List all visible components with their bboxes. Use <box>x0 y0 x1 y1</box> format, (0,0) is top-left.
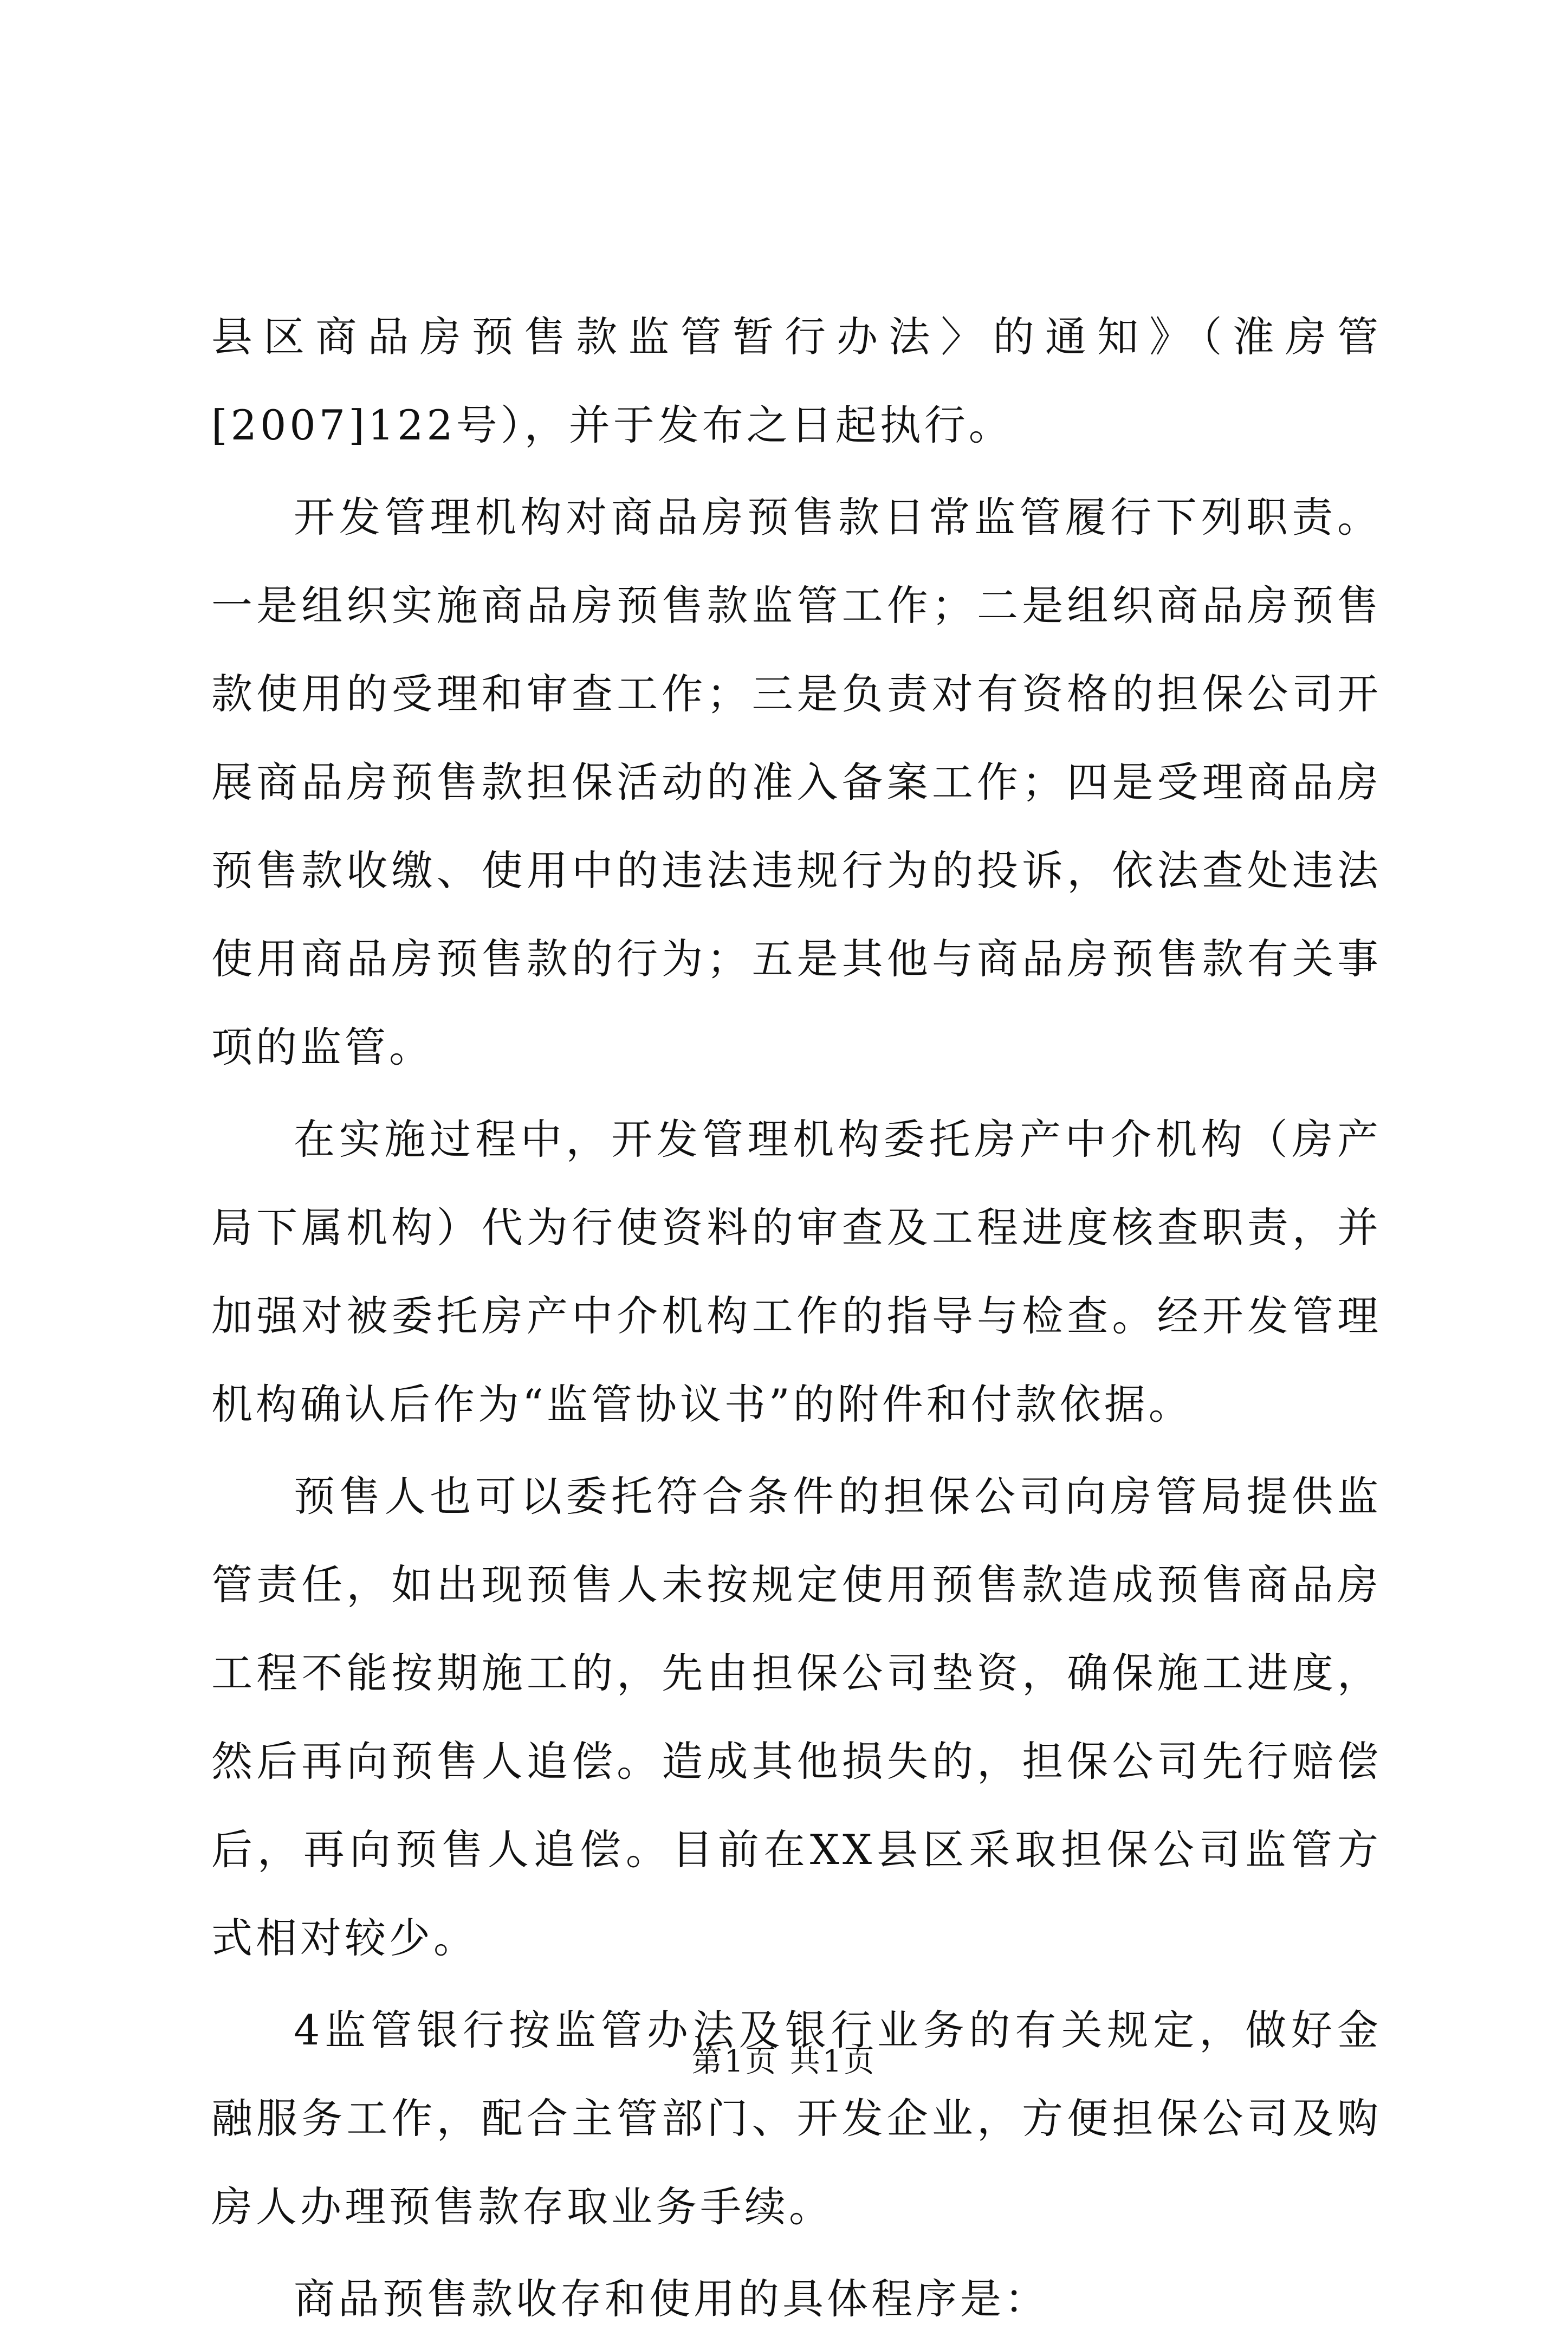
page-number-label: 第1页 共1页 <box>691 2044 877 2079</box>
paragraph-1: 县区商品房预售款监管暂行办法〉的通知》（淮房管[2007]122号），并于发布之日起执行。 <box>211 313 1382 449</box>
page-footer <box>0 2043 1568 2081</box>
document-body <box>211 293 1382 2343</box>
paragraph-4: 预售人也可以委托符合条件的担保公司向房管局提供监管责任，如出现预售人未按规定使用预售款造成预售商品房工程不能按期施工的，先由担保公司垫资，确保施工进度，然后再向预售人追偿。造成其他损失的，担保公司先行赔偿后，再向预售人追偿。目前在XX县区采取担保公司监管方式相对较少。 <box>211 1472 1382 1962</box>
paragraph-6: 商品预售款收存和使用的具体程序是： <box>294 2275 1049 2323</box>
paragraph-2: 开发管理机构对商品房预售款日常监管履行下列职责。一是组织实施商品房预售款监管工作；二是组织商品房预售款使用的受理和审查工作；三是负责对有资格的担保公司开展商品房预售款担保活动的准入备案工作；四是受理商品房预售款收缴、使用中的违法违规行为的投诉，依法查处违法使用商品房预售款的行为；五是其他与商品房预售款有关事项的监管。 <box>211 493 1382 1071</box>
paragraph-3: 在实施过程中，开发管理机构委托房产中介机构（房产局下属机构）代为行使资料的审查及工程进度核查职责，并加强对被委托房产中介机构工作的指导与检查。经开发管理机构确认后作为“监管协议书”的附件和付款依据。 <box>211 1115 1382 1428</box>
paragraph-5: 4监管银行按监管办法及银行业务的有关规定，做好金融服务工作，配合主管部门、开发企业，方便担保公司及购房人办理预售款存取业务手续。 <box>211 2006 1382 2231</box>
